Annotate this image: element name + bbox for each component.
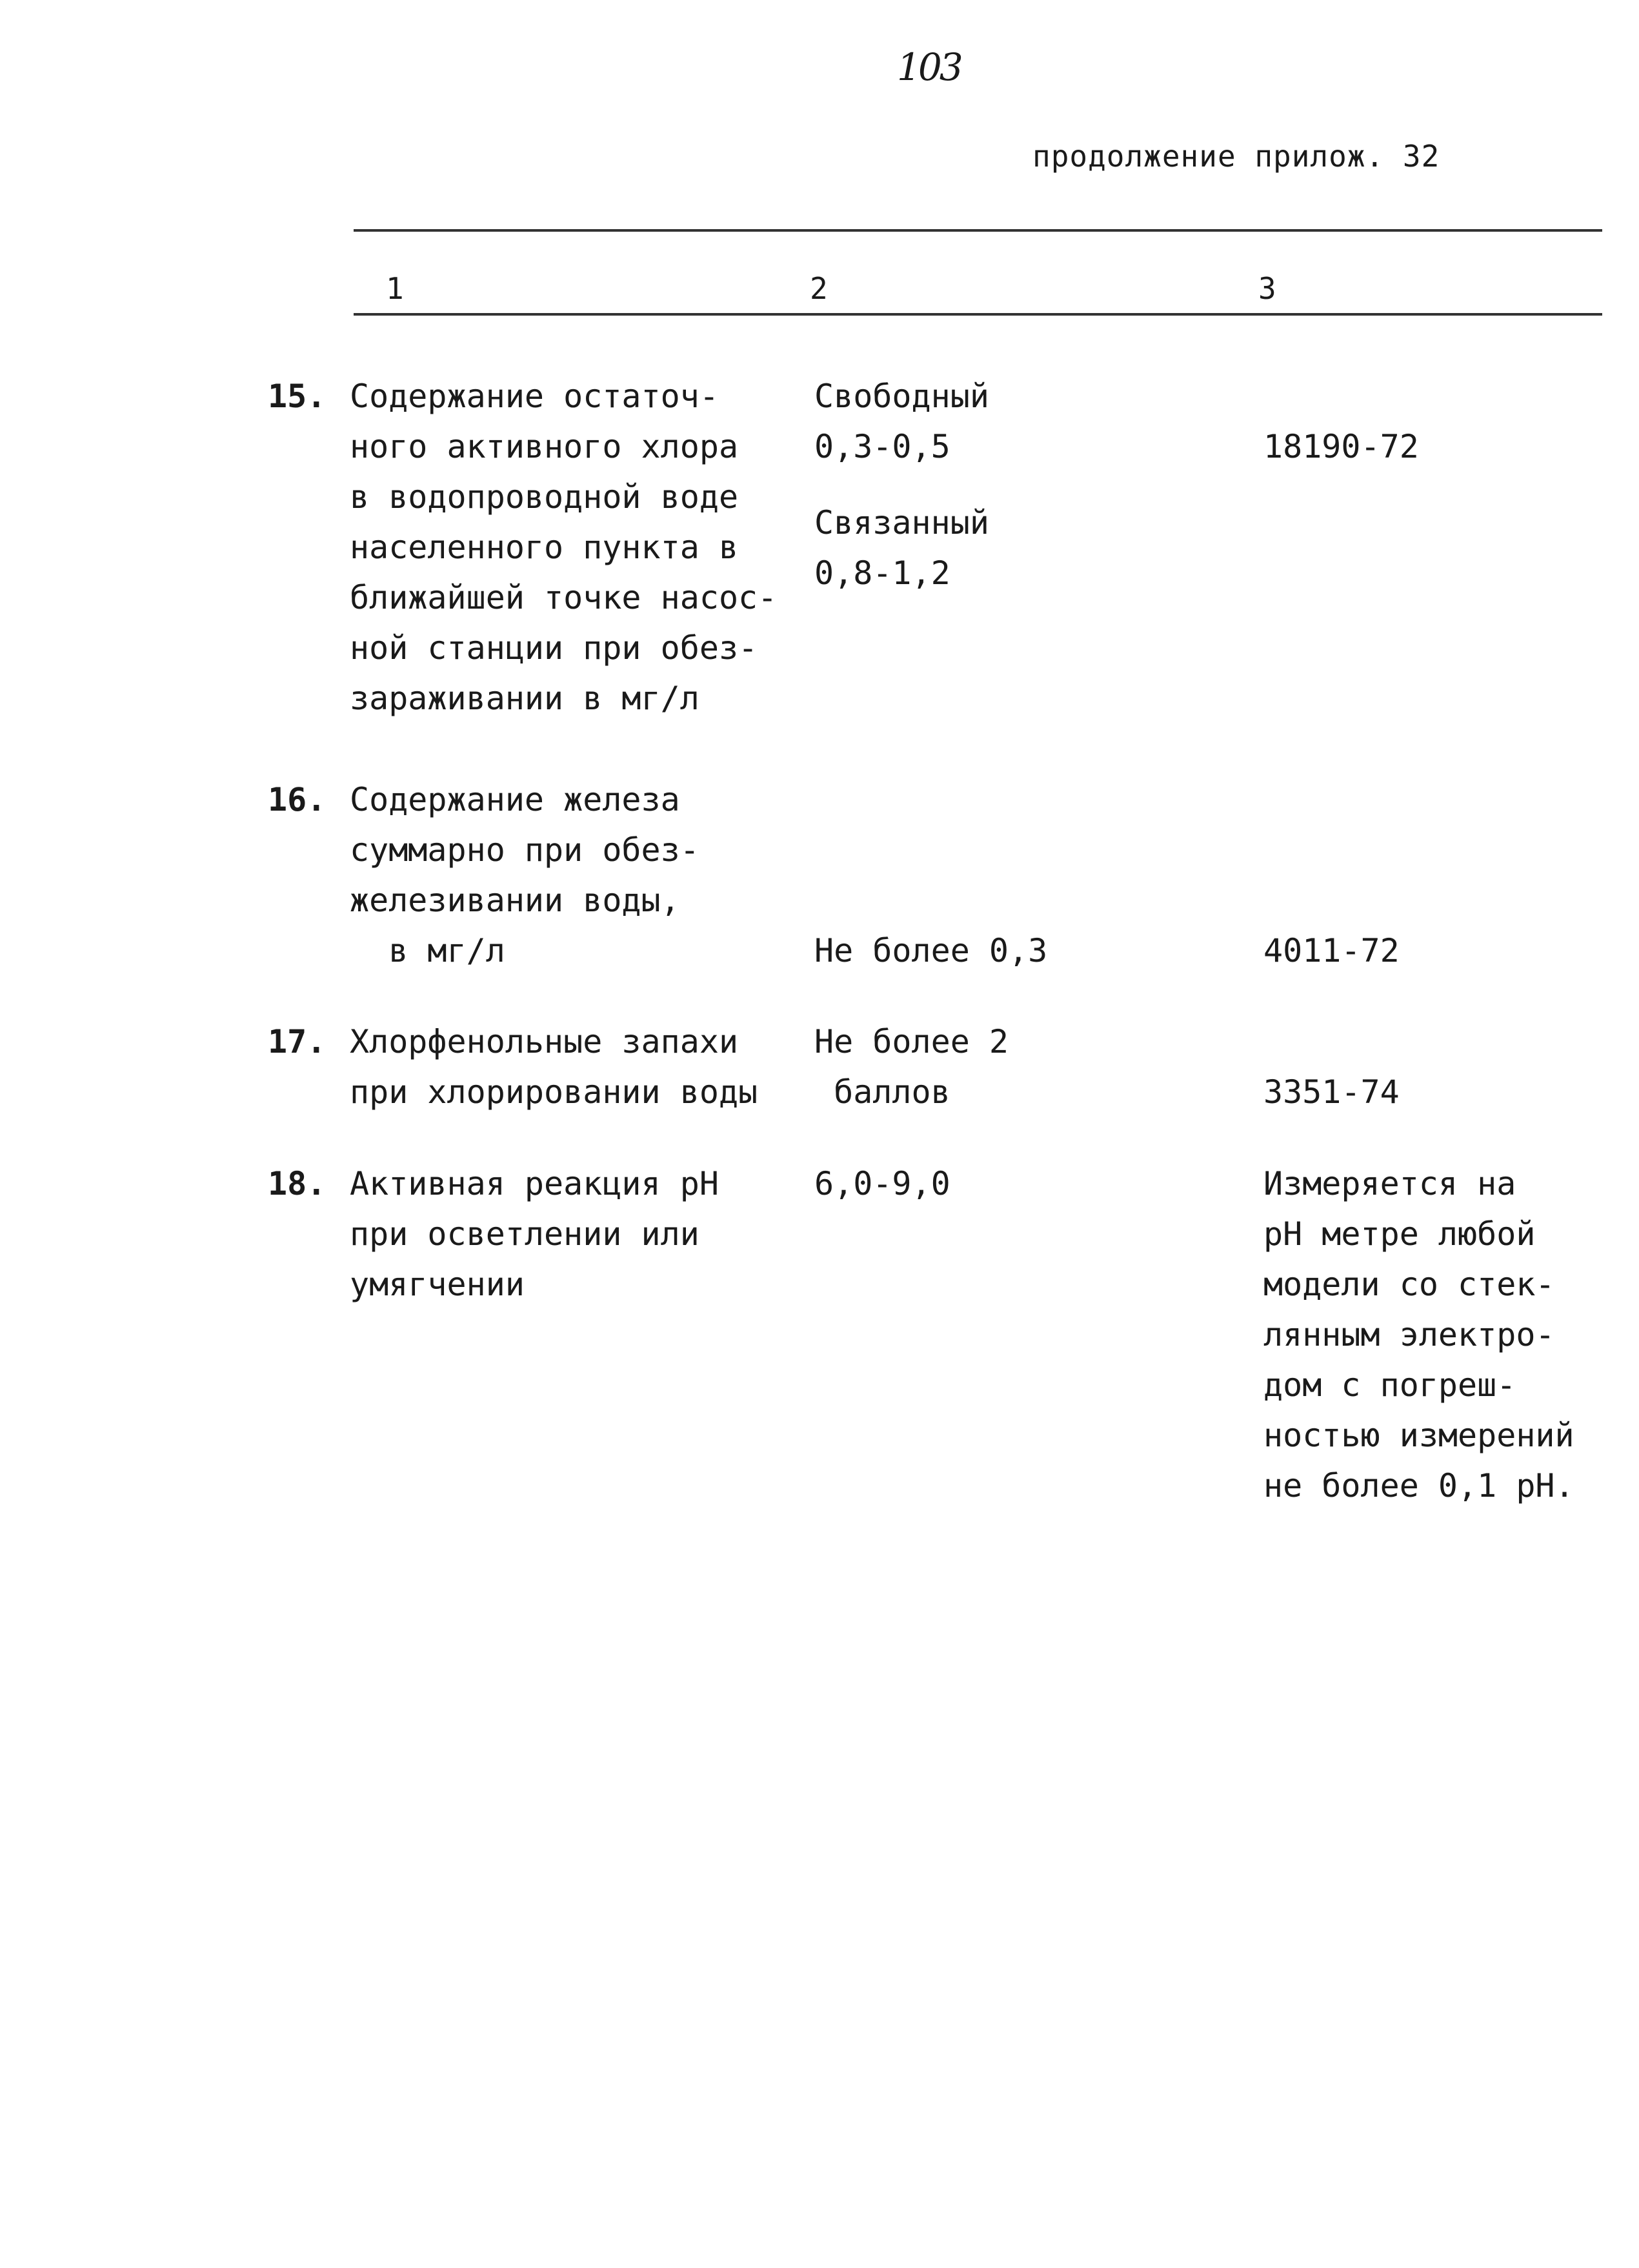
standard-line: не более 0,1 pH. (1263, 1467, 1574, 1504)
standard-line: 18190-72 (1263, 428, 1419, 465)
description-line: в мг/л (350, 932, 505, 969)
row-norm (814, 1017, 1234, 1117)
norm-line: Свободный (814, 378, 989, 415)
table-header-rule (354, 313, 1602, 316)
row-standard (1263, 1067, 1625, 1117)
standard-line: 3351-74 (1263, 1073, 1400, 1111)
norm-line: 6,0-9,0 (814, 1165, 950, 1202)
standard-line: Измеряется на (1263, 1165, 1516, 1202)
description-line: Содержание железа (350, 781, 680, 818)
row-description (350, 1017, 801, 1117)
description-line: населенного пункта в (350, 529, 739, 566)
row-number: 16. (268, 781, 327, 818)
row-description (350, 1159, 801, 1310)
description-line: в водопроводной воде (350, 478, 739, 516)
row-description (350, 371, 801, 724)
page-number: 103 (897, 45, 961, 89)
description-line: умягчении (350, 1266, 525, 1303)
norm-line: 0,8-1,2 (814, 554, 950, 592)
description-line: железивании воды, (350, 882, 680, 919)
column-header-3: 3 (1258, 271, 1276, 306)
continuation-note: продолжение прилож. 32 (1032, 139, 1440, 174)
standard-line: 4011-72 (1263, 932, 1400, 969)
norm-line: Не более 0,3 (814, 932, 1048, 969)
description-line: при осветлении или (350, 1215, 699, 1253)
description-line: ной станции при обез- (350, 629, 758, 667)
row-description (350, 775, 801, 976)
description-line: ного активного хлора (350, 428, 739, 465)
row-norm (814, 371, 1234, 598)
norm-line: баллов (814, 1073, 950, 1111)
row-number: 17. (268, 1023, 327, 1060)
row-number: 15. (268, 378, 327, 415)
description-line: ближайшей точке насос- (350, 579, 778, 616)
description-line: Хлорфенольные запахи (350, 1023, 739, 1060)
description-line: зараживании в мг/л (350, 680, 699, 717)
standard-line: pH метре любой (1263, 1215, 1536, 1253)
row-norm (814, 926, 1234, 976)
norm-line: Не более 2 (814, 1023, 1009, 1060)
column-header-2: 2 (810, 271, 828, 306)
standard-line: модели со стек- (1263, 1266, 1555, 1303)
row-standard (1263, 926, 1625, 976)
column-header-1: 1 (386, 271, 404, 306)
row-norm (814, 1159, 1234, 1209)
norm-line: Связанный (814, 504, 989, 542)
standard-line: дом с погреш- (1263, 1366, 1516, 1404)
description-line: при хлорировании воды (350, 1073, 758, 1111)
standard-line: ностью измерений (1263, 1417, 1574, 1454)
description-line: Содержание остаточ- (350, 378, 719, 415)
standard-line: лянным электро- (1263, 1316, 1555, 1353)
description-line: суммарно при обез- (350, 831, 699, 869)
row-standard (1263, 1159, 1625, 1511)
row-standard (1263, 421, 1625, 472)
norm-line: 0,3-0,5 (814, 428, 950, 465)
row-number: 18. (268, 1165, 327, 1202)
description-line: Активная реакция pH (350, 1165, 719, 1202)
table-top-rule (354, 229, 1602, 232)
